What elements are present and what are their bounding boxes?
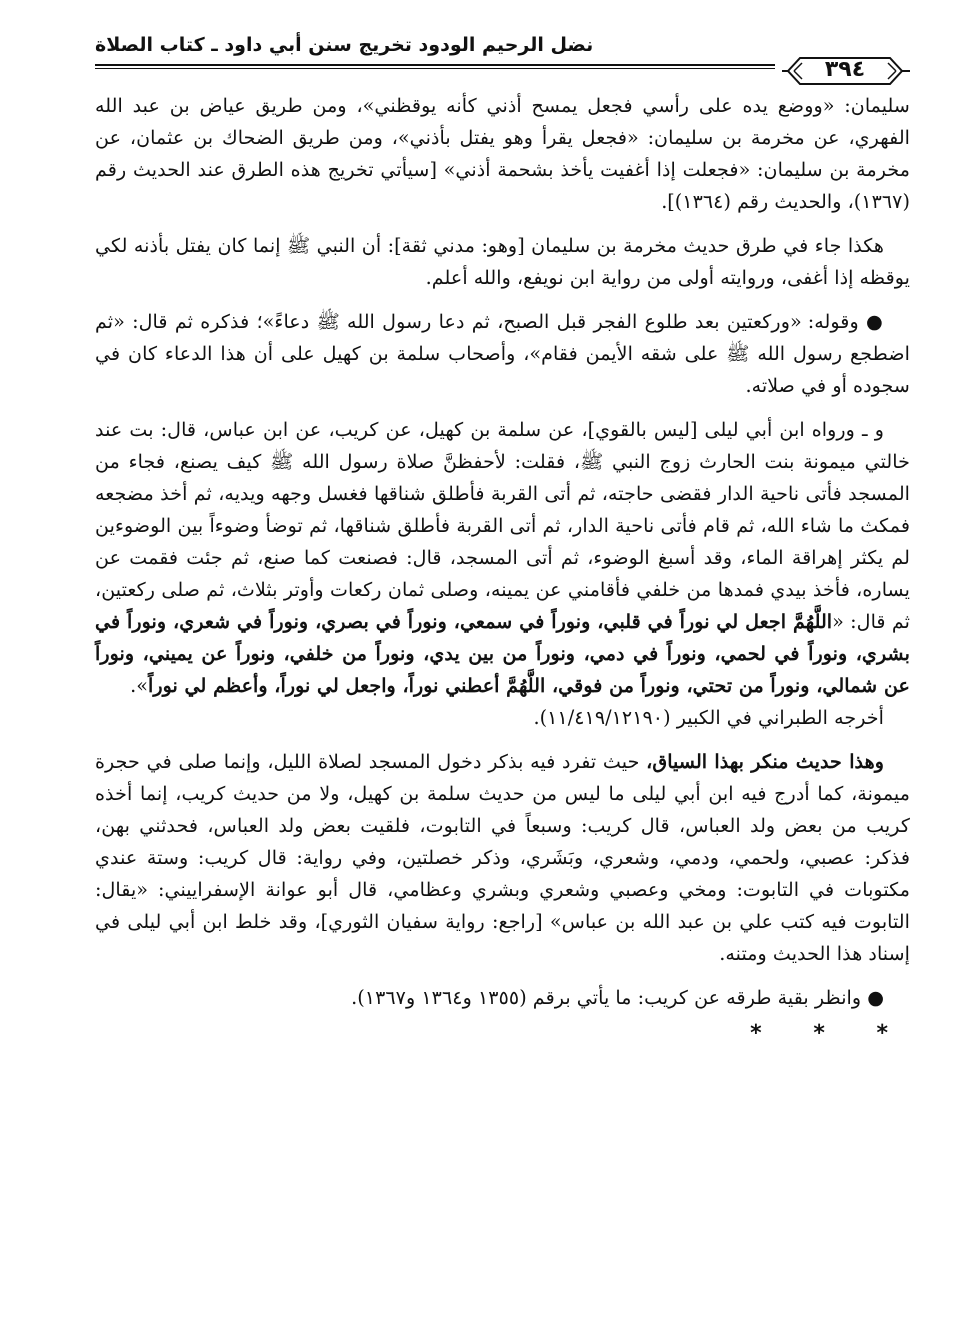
header-rule bbox=[95, 64, 775, 66]
paragraph-6 bbox=[95, 746, 910, 970]
running-title: نضل الرحيم الودود تخريج سنن أبي داود ـ كتاب الصلاة bbox=[95, 34, 594, 56]
page-header bbox=[95, 28, 910, 90]
document-page bbox=[95, 28, 910, 1050]
paragraph-7 bbox=[95, 982, 910, 1014]
paragraph-6-text: حيث تفرد فيه بذكر دخول المسجد لصلاة الليل، وإنما صلى في حجرة ميمونة، كما أدرج فيه ابن أبي ليلى ما ليس من حديث سلمة بن كهيل، ولا من حديث كريب، إنما أخذه كريب من بعض ولد العباس، قال كريب: وسبعاً في التابوت، فلقيت بعض ولد العباس، فحدثني بهن، فذكر: عصبي، ولحمي، ودمي، وشعري، وبَشَري، وذكر خصلتين، وفي رواية: قال كريب: وستة عندي مكتوبات في التابوت: ومخي وعصبي وشعري وبشري وعظامي، قال أبو عوانة الإسفراييني: «يقال: التابوت فيه كتب علي بن عبد الله بن عباس» [راجع: رواية سفيان الثوري]، وقد خلط ابن أبي ليلى في إسناد هذا الحديث ومتنه. bbox=[95, 750, 910, 965]
paragraph-3-text: وقوله: «وركعتين بعد طلوع الفجر قبل الصبح، ثم دعا رسول الله ﷺ دعاءً»؛ فذكره ثم قال: «ثم اضطجع رسول الله ﷺ على شقه الأيمن فقام»، وأصحاب سلمة بن كهيل على أن هذا الدعاء كان في سجوده أو في صلاته. bbox=[95, 310, 910, 397]
paragraph-4 bbox=[95, 414, 910, 702]
page-number-frame bbox=[780, 54, 910, 88]
bullet-icon: ● bbox=[867, 986, 884, 1009]
paragraph-7-text: وانظر بقية طرقه عن كريب: ما يأتي برقم (١٣٥٥ و١٣٦٤ و١٣٦٧). bbox=[351, 986, 862, 1009]
ruling-text: وهذا حديث منكر بهذا السياق، bbox=[646, 750, 884, 773]
paragraph-2-text: هكذا جاء في طرق حديث مخرمة بن سليمان [وهو: مدني ثقة]: أن النبي ﷺ إنما كان يفتل بأذنه لكي يوقظه إذا أغفى، وروايته أولى من رواية ابن نويفع، والله أعلم. bbox=[95, 234, 910, 289]
paragraph-1-text: سليمان: «ووضع يده على رأسي فجعل يمسح أذني كأنه يوقظني»، ومن طريق عياض بن عبد الله الفهري، عن مخرمة بن سليمان: «فجعل يقرأ وهو يفتل بأذني»، ومن طريق الضحاك بن عثمان، عن مخرمة بن سليمان: «فجعلت إذا أغفيت يأخذ بشحمة أذني» [سيأتي تخريج هذه الطرق عند الحديث رقم (١٣٦٧)، والحديث رقم (١٣٦٤)]. bbox=[95, 94, 910, 213]
paragraph-3 bbox=[95, 306, 910, 402]
section-separator: * * * bbox=[750, 1021, 910, 1046]
page-number: ٣٩٤ bbox=[824, 57, 866, 82]
paragraph-5 bbox=[95, 702, 910, 734]
dua-text: اللَّهُمَّ اجعل لي نوراً في قلبي، ونوراً في سمعي، ونوراً في بصري، ونوراً في شعري، ونوراً في بشري، ونوراً في لحمي، ونوراً في دمي، ونوراً من بين يدي، ونوراً من خلفي، ونوراً عن يميني، ونوراً عن شمالي، ونوراً من تحتي، ونوراً من فوقي، اللَّهُمَّ أعطني نوراً، واجعل لي نوراً، وأعظم لي نوراً bbox=[95, 610, 910, 697]
paragraph-4-text: و ـ ورواه ابن أبي ليلى [ليس بالقوي]، عن سلمة بن كهيل، عن كريب، عن ابن عباس، قال: بت عند خالتي ميمونة بنت الحارث زوج النبي ﷺ، فقلت: لأحفظنَّ صلاة رسول الله ﷺ كيف يصنع، فجاء من المسجد فأتى ناحية الدار فقضى حاجته، ثم أتى القربة فأطلق شناقها فغسل وجهه ويديه، ثم أخذ مضجعه فمكث ما شاء الله، ثم قام فأتى ناحية الدار، ثم أتى القربة فأطلق شناقها، ثم توضأ وضوءاً بين الوضوءين لم يكثر إهراقة الماء، وقد أسبغ الوضوء، ثم أتى المسجد، قال: فصنعت كما صنع، ثم جئت فقمت عن يساره، فأخذ بيدي فمدها من خلفي فأقامني عن يمينه، وصلى ثمان ركعات وأوتر بثلاث، ثم صلى ركعتين، ثم قال: « bbox=[95, 418, 910, 633]
paragraph-5-text: أخرجه الطبراني في الكبير (١١/٤١٩/١٢١٩٠). bbox=[533, 706, 884, 729]
main-text bbox=[95, 90, 910, 1050]
paragraph-4-end: ». bbox=[130, 674, 149, 697]
bullet-icon: ● bbox=[866, 310, 884, 333]
header-rule-thin bbox=[95, 68, 775, 69]
paragraph-2 bbox=[95, 230, 910, 294]
paragraph-1 bbox=[95, 90, 910, 218]
